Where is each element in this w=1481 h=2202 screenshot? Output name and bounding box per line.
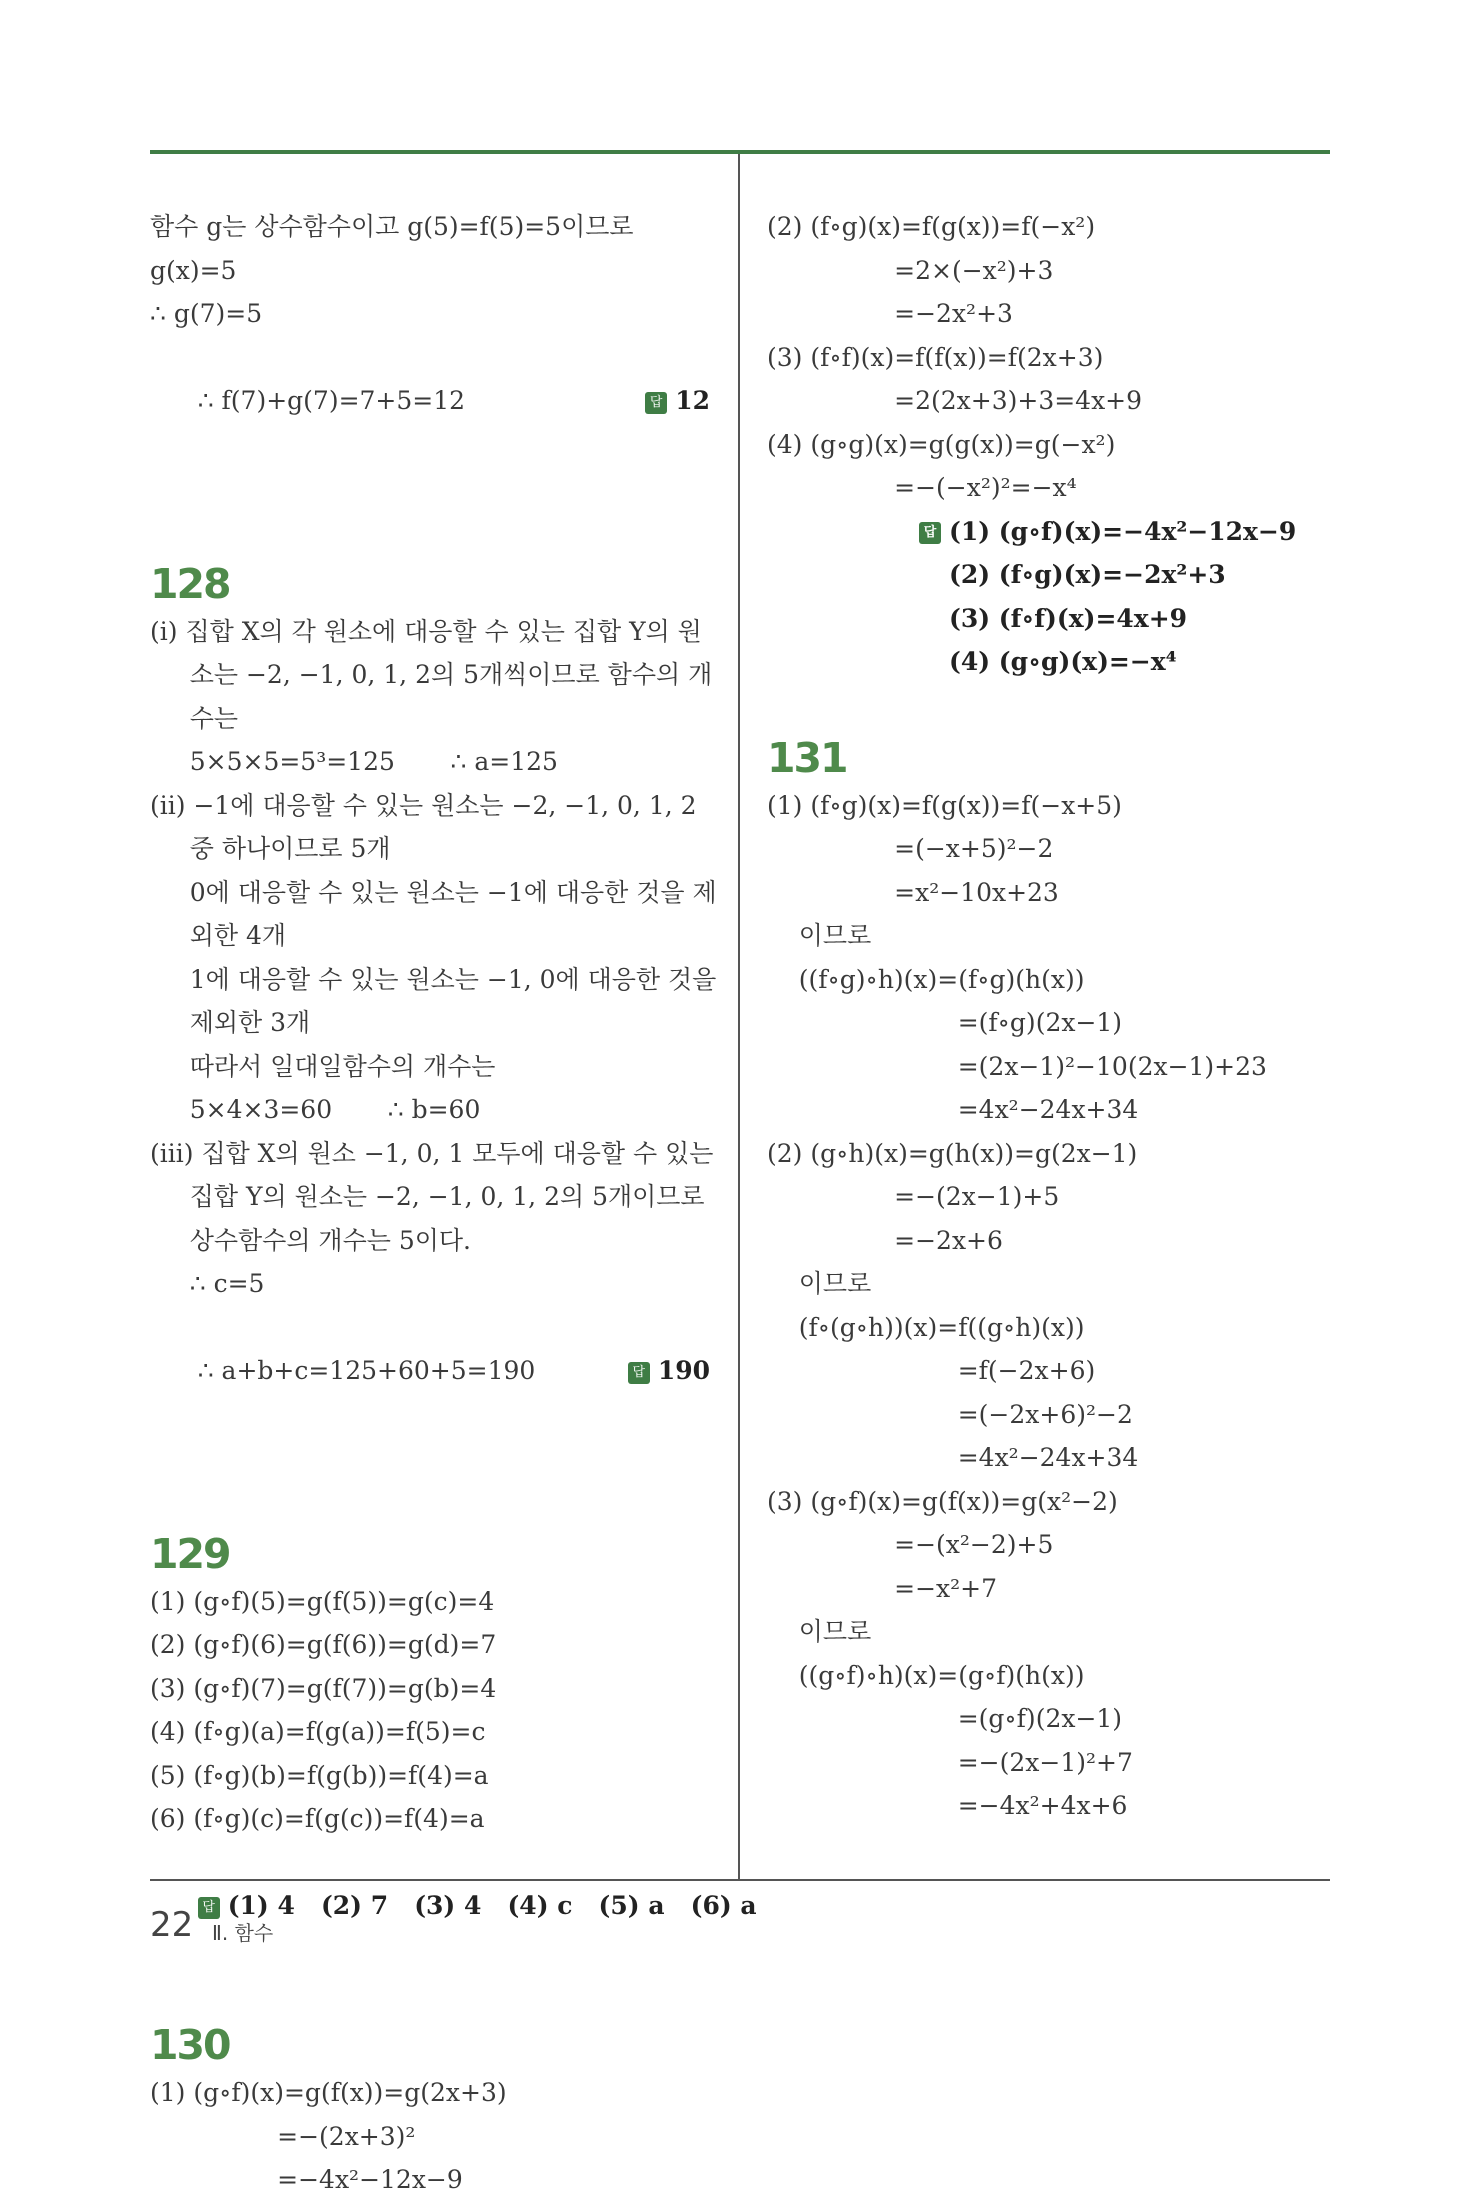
text-line: 따라서 일대일함수의 개수는 bbox=[150, 1051, 496, 1081]
text-line: (3) (g∘f)(7)=g(f(7))=g(b)=4 bbox=[150, 1673, 497, 1703]
text-line: =2(2x+3)+3=4x+9 bbox=[767, 386, 1143, 415]
text-line: (1) (g∘f)(5)=g(f(5))=g(c)=4 bbox=[150, 1586, 495, 1616]
answer bbox=[564, 1306, 710, 1437]
text-line: =f(−2x+6) bbox=[767, 1356, 1096, 1385]
problem-128-body bbox=[150, 610, 717, 1480]
text-line: =(−2x+6)²−2 bbox=[767, 1399, 1133, 1429]
text-line: (ii) −1에 대응할 수 있는 원소는 −2, −1, 0, 1, 2 bbox=[150, 790, 697, 820]
problem-131-body bbox=[767, 784, 1337, 1828]
answer bbox=[150, 1841, 757, 1972]
problem-number: 128 bbox=[150, 559, 230, 608]
intro-block bbox=[150, 205, 710, 510]
text-line: =−(x²−2)+5 bbox=[767, 1530, 1054, 1559]
text-line: =−(2x−1)+5 bbox=[767, 1182, 1060, 1211]
text-line: 함수 g는 상수함수이고 g(5)=f(5)=5이므로 bbox=[150, 212, 634, 241]
text-line: =4x²−24x+34 bbox=[767, 1443, 1139, 1472]
text-line: =−2x+6 bbox=[767, 1225, 1003, 1255]
problem-number: 129 bbox=[150, 1529, 230, 1578]
text-line: (1) (g∘f)(x)=g(f(x))=g(2x+3) bbox=[150, 2078, 507, 2107]
answer-value: (1) 4 (2) 7 (3) 4 (4) c (5) a (6) a bbox=[227, 1891, 757, 1920]
text-line: =(f∘g)(2x−1) bbox=[767, 1008, 1123, 1037]
problem-number: 130 bbox=[150, 2021, 230, 2069]
problem-130-continued bbox=[767, 205, 1337, 510]
text-line: 수는 bbox=[150, 703, 239, 733]
text-line: 이므로 bbox=[767, 921, 872, 950]
answer-value: (1) (g∘f)(x)=−4x²−12x−9 bbox=[949, 516, 1297, 546]
text-line: =x²−10x+23 bbox=[767, 877, 1059, 907]
text-line: =4x²−24x+34 bbox=[767, 1095, 1139, 1124]
answer-line bbox=[919, 510, 1337, 554]
answer-value: 12 bbox=[675, 386, 710, 415]
equation: ∴ a+b+c=125+60+5=190 bbox=[197, 1356, 536, 1385]
text-line: =2×(−x²)+3 bbox=[767, 255, 1054, 285]
text-line: g(x)=5 bbox=[150, 255, 237, 285]
text-line: ∴ g(7)=5 bbox=[150, 299, 263, 328]
text-line: 1에 대응할 수 있는 원소는 −1, 0에 대응한 것을 bbox=[150, 964, 717, 994]
answer-icon: 답 bbox=[628, 1362, 650, 1384]
text-line: 집합 Y의 원소는 −2, −1, 0, 1, 2의 5개이므로 bbox=[150, 1182, 705, 1211]
answer-line: (4) (g∘g)(x)=−x⁴ bbox=[949, 647, 1177, 676]
text-line: 상수함수의 개수는 5이다. bbox=[150, 1225, 471, 1255]
text-line: (2) (g∘h)(x)=g(h(x))=g(2x−1) bbox=[767, 1138, 1138, 1168]
answer-line: (3) (f∘f)(x)=4x+9 bbox=[949, 603, 1188, 633]
column-divider bbox=[738, 154, 740, 1880]
text-line: (1) (f∘g)(x)=f(g(x))=f(−x+5) bbox=[767, 790, 1122, 820]
text-line: =−2x²+3 bbox=[767, 299, 1013, 328]
problem-number: 131 bbox=[767, 733, 847, 782]
section-label: Ⅱ. 함수 bbox=[212, 1921, 274, 1945]
answer bbox=[582, 336, 710, 467]
text-line: (4) (g∘g)(x)=g(g(x))=g(−x²) bbox=[767, 429, 1116, 459]
answer-icon: 답 bbox=[198, 1897, 220, 1919]
text-line: 소는 −2, −1, 0, 1, 2의 5개씩이므로 함수의 개 bbox=[150, 660, 713, 689]
text-line bbox=[150, 1306, 710, 1480]
text-line bbox=[150, 336, 710, 510]
top-rule bbox=[150, 150, 1330, 154]
text-line: (6) (f∘g)(c)=f(g(c))=f(4)=a bbox=[150, 1804, 485, 1833]
text-line: 외한 4개 bbox=[150, 921, 287, 950]
text-line: (3) (g∘f)(x)=g(f(x))=g(x²−2) bbox=[767, 1486, 1118, 1516]
text-line: =−(2x−1)²+7 bbox=[767, 1747, 1133, 1777]
text-line: 이므로 bbox=[767, 1269, 872, 1298]
text-line: =(g∘f)(2x−1) bbox=[767, 1704, 1123, 1733]
page-number: 22 bbox=[150, 1905, 194, 1945]
text-line: (2) (g∘f)(6)=g(f(6))=g(d)=7 bbox=[150, 1630, 497, 1659]
left-column bbox=[150, 205, 757, 2202]
text-line: 제외한 3개 bbox=[150, 1008, 311, 1037]
text-line: =−4x²−12x−9 bbox=[150, 2165, 463, 2194]
equation: ∴ f(7)+g(7)=7+5=12 bbox=[197, 386, 466, 415]
text-line: =(2x−1)²−10(2x−1)+23 bbox=[767, 1051, 1267, 1081]
text-line: (2) (f∘g)(x)=f(g(x))=f(−x²) bbox=[767, 212, 1096, 241]
problem-129-body bbox=[150, 1580, 757, 1972]
text-line: ∴ c=5 bbox=[150, 1269, 265, 1298]
answer-value: 190 bbox=[657, 1356, 710, 1385]
answer-icon: 답 bbox=[645, 392, 667, 414]
text-line: (i) 집합 X의 각 원소에 대응할 수 있는 집합 Y의 원 bbox=[150, 616, 702, 646]
problem-130-body bbox=[150, 2071, 710, 2202]
text-line: 0에 대응할 수 있는 원소는 −1에 대응한 것을 제 bbox=[150, 877, 717, 907]
text-line: 중 하나이므로 5개 bbox=[150, 834, 391, 863]
answer-line: (2) (f∘g)(x)=−2x²+3 bbox=[949, 560, 1226, 589]
text-line: (4) (f∘g)(a)=f(g(a))=f(5)=c bbox=[150, 1717, 486, 1746]
text-line: 5×5×5=5³=125 ∴ a=125 bbox=[150, 747, 558, 776]
answer-icon: 답 bbox=[919, 522, 941, 544]
text-line: =−(2x+3)² bbox=[150, 2121, 416, 2151]
text-line: (5) (f∘g)(b)=f(g(b))=f(4)=a bbox=[150, 1760, 489, 1790]
text-line: (iii) 집합 X의 원소 −1, 0, 1 모두에 대응할 수 있는 bbox=[150, 1138, 714, 1168]
text-line: =−4x²+4x+6 bbox=[767, 1791, 1128, 1820]
right-column bbox=[767, 205, 1337, 1828]
text-line: 5×4×3=60 ∴ b=60 bbox=[150, 1095, 481, 1124]
text-line: ((g∘f)∘h)(x)=(g∘f)(h(x)) bbox=[767, 1660, 1085, 1690]
text-line: =−(−x²)²=−x⁴ bbox=[767, 473, 1077, 502]
text-line: (3) (f∘f)(x)=f(f(x))=f(2x+3) bbox=[767, 342, 1104, 372]
text-line: =(−x+5)²−2 bbox=[767, 834, 1054, 863]
problem-130-answers bbox=[767, 510, 1337, 684]
text-line: (f∘(g∘h))(x)=f((g∘h)(x)) bbox=[767, 1312, 1085, 1342]
text-line: =−x²+7 bbox=[767, 1573, 998, 1603]
text-line: 이므로 bbox=[767, 1617, 872, 1646]
text-line: ((f∘g)∘h)(x)=(f∘g)(h(x)) bbox=[767, 964, 1085, 994]
